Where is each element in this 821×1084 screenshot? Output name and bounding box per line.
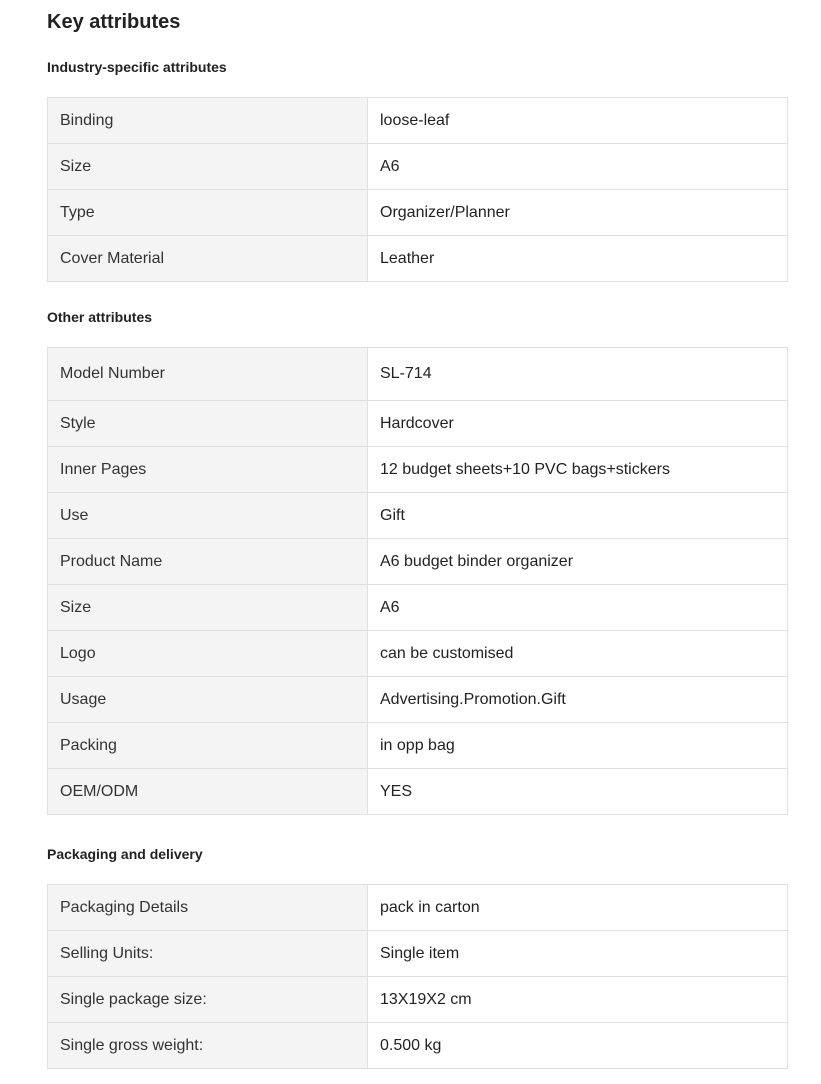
attribute-value: YES xyxy=(368,769,788,815)
table-row xyxy=(48,631,788,677)
attribute-key: Selling Units: xyxy=(48,931,368,977)
attribute-value: 13X19X2 cm xyxy=(368,977,788,1023)
attribute-value: 12 budget sheets+10 PVC bags+stickers xyxy=(368,447,788,493)
table-row xyxy=(48,1023,788,1069)
industry-specific-attributes-table xyxy=(47,97,788,282)
attribute-value: Advertising.Promotion.Gift xyxy=(368,677,788,723)
table-row xyxy=(48,585,788,631)
table-row xyxy=(48,493,788,539)
table-row xyxy=(48,677,788,723)
attribute-value: can be customised xyxy=(368,631,788,677)
attribute-value: SL-714 xyxy=(368,348,788,401)
table-row xyxy=(48,348,788,401)
attribute-value: A6 xyxy=(368,585,788,631)
attribute-key: Use xyxy=(48,493,368,539)
attribute-key: Model Number xyxy=(48,348,368,401)
attribute-value: in opp bag xyxy=(368,723,788,769)
attribute-key: Size xyxy=(48,585,368,631)
table-row xyxy=(48,144,788,190)
table-row xyxy=(48,723,788,769)
attribute-value: A6 xyxy=(368,144,788,190)
attribute-key: Packaging Details xyxy=(48,885,368,931)
attribute-key: Style xyxy=(48,401,368,447)
attribute-key: Inner Pages xyxy=(48,447,368,493)
attribute-key: Binding xyxy=(48,98,368,144)
attribute-key: Type xyxy=(48,190,368,236)
attribute-key: Usage xyxy=(48,677,368,723)
table-row xyxy=(48,977,788,1023)
attribute-key: OEM/ODM xyxy=(48,769,368,815)
attribute-value: Leather xyxy=(368,236,788,282)
attribute-value: A6 budget binder organizer xyxy=(368,539,788,585)
table-row xyxy=(48,98,788,144)
table-row xyxy=(48,447,788,493)
attribute-key: Single package size: xyxy=(48,977,368,1023)
attribute-value: pack in carton xyxy=(368,885,788,931)
attribute-key: Size xyxy=(48,144,368,190)
attribute-key: Logo xyxy=(48,631,368,677)
attribute-key: Packing xyxy=(48,723,368,769)
section-heading-other-attributes: Other attributes xyxy=(47,309,153,325)
section-heading-industry-specific: Industry-specific attributes xyxy=(47,59,227,75)
table-row xyxy=(48,236,788,282)
attribute-key: Single gross weight: xyxy=(48,1023,368,1069)
table-row xyxy=(48,401,788,447)
attribute-key: Cover Material xyxy=(48,236,368,282)
section-heading-packaging-delivery: Packaging and delivery xyxy=(47,846,203,862)
table-row xyxy=(48,885,788,931)
attribute-value: Single item xyxy=(368,931,788,977)
table-row xyxy=(48,769,788,815)
attribute-key: Product Name xyxy=(48,539,368,585)
attribute-value: 0.500 kg xyxy=(368,1023,788,1069)
table-row xyxy=(48,190,788,236)
packaging-delivery-table xyxy=(47,884,788,1069)
table-row xyxy=(48,931,788,977)
table-row xyxy=(48,539,788,585)
attribute-value: Gift xyxy=(368,493,788,539)
page-title: Key attributes xyxy=(47,11,181,33)
attribute-value: Hardcover xyxy=(368,401,788,447)
attribute-value: loose-leaf xyxy=(368,98,788,144)
attribute-value: Organizer/Planner xyxy=(368,190,788,236)
other-attributes-table xyxy=(47,347,788,815)
